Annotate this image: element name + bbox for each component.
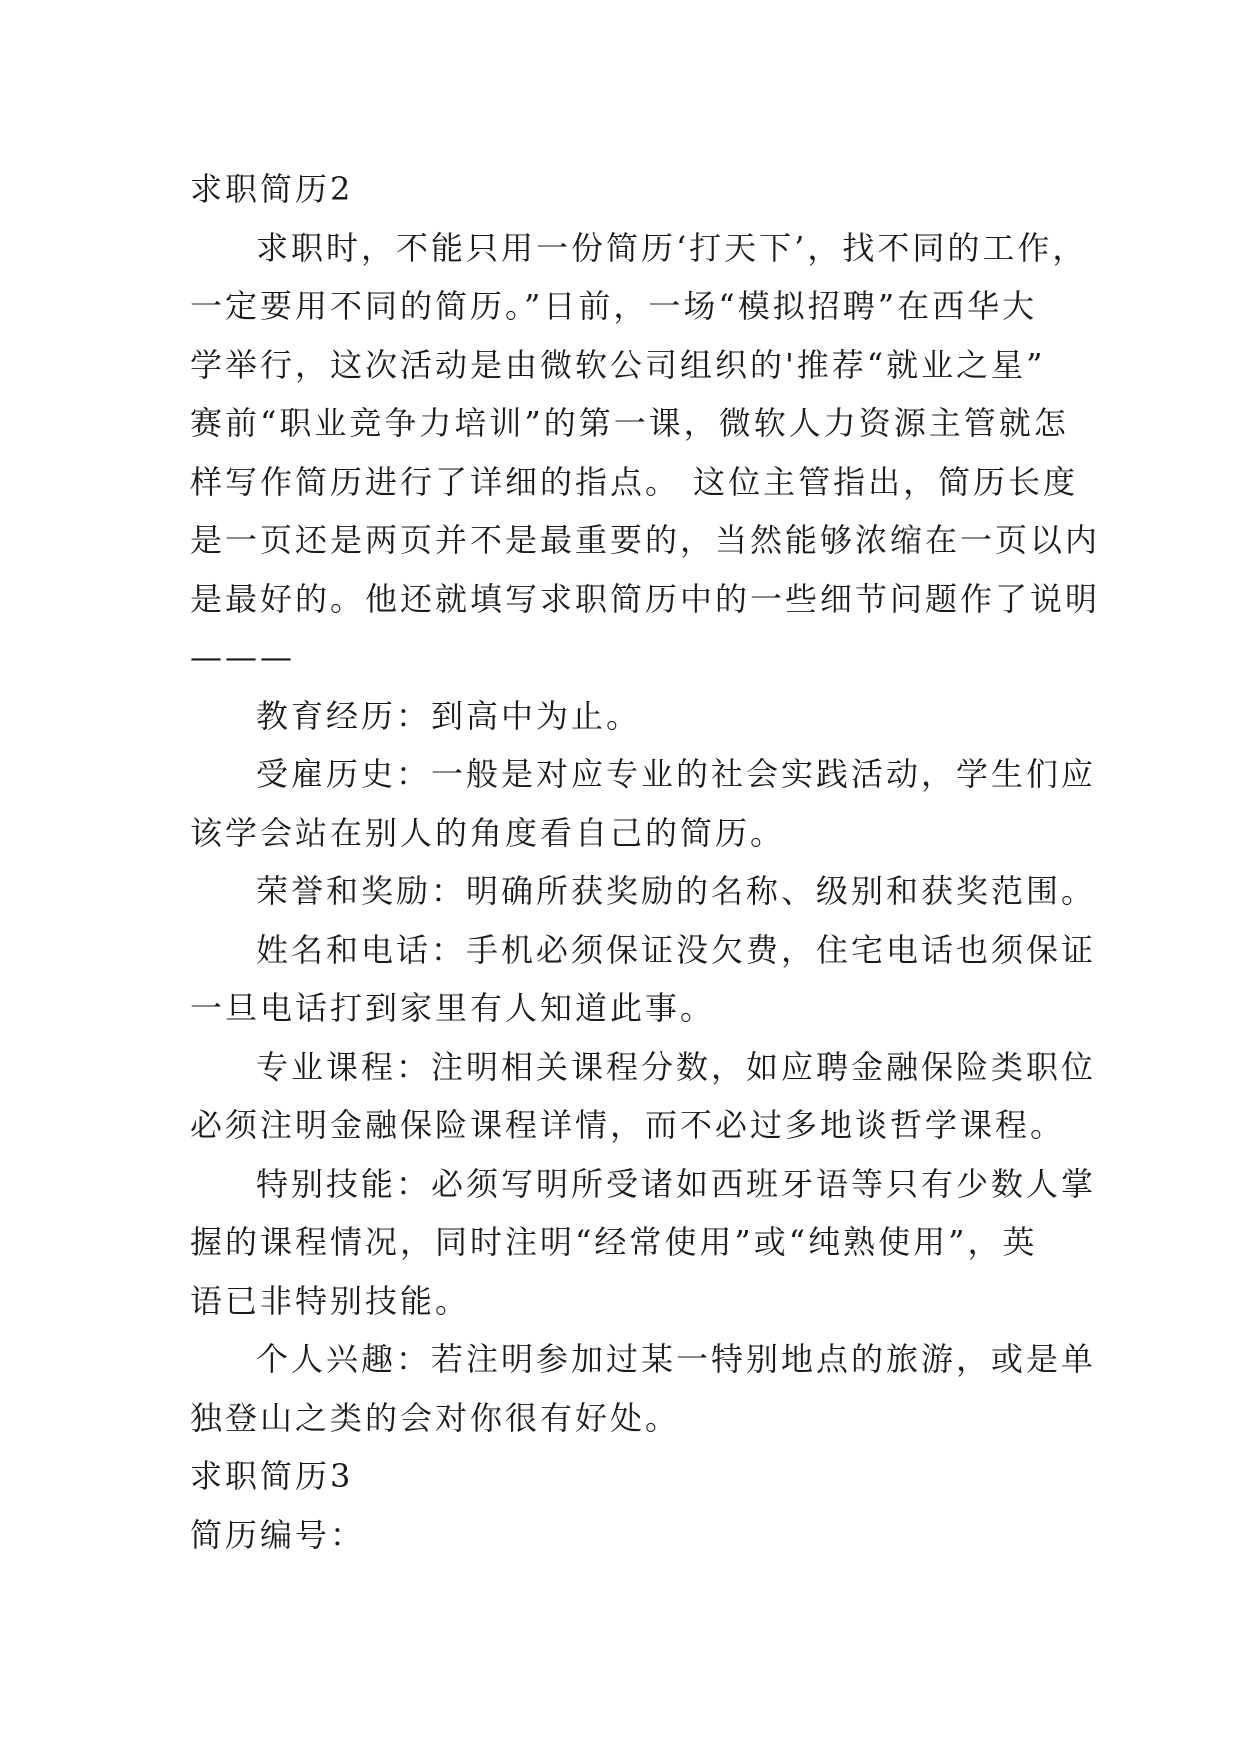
document-body [190, 160, 1101, 1564]
text-line: 求职简历2 [190, 170, 354, 208]
text-line: 语已非特别技能。 [190, 1281, 471, 1320]
text-line: 样写作简历进行了详细的指点。 这位主管指出，简历长度 [190, 462, 1079, 501]
text-line: 是一页还是两页并不是最重要的，当然能够浓缩在一页以内 [190, 521, 1101, 559]
text-line: 个人兴趣：若注明参加过某一特别地点的旅游，或是单 [256, 1340, 1097, 1378]
text-line: 独登山之类的会对你很有好处。 [190, 1398, 681, 1437]
text-line: 荣誉和奖励：明确所获奖励的名称、级别和获奖范围。 [256, 872, 1097, 910]
text-line: 求职简历3 [190, 1457, 354, 1495]
text-line: 姓名和电话：手机必须保证没欠费，住宅电话也须保证 [256, 930, 1097, 969]
text-line: 特别技能：必须写明所受诸如西班牙语等只有少数人掌 [256, 1164, 1097, 1203]
text-line: 一定要用不同的简历。”日前，一场“模拟招聘”在西华大 [190, 287, 1038, 325]
text-line: 一旦电话打到家里有人知道此事。 [190, 989, 716, 1027]
text-line: ——— [190, 638, 295, 676]
text-line: 赛前“职业竞争力培训”的第一课，微软人力资源主管就怎 [190, 404, 1069, 442]
text-line: 握的课程情况，同时注明“经常使用”或“纯熟使用”，英 [190, 1223, 1038, 1261]
text-line: 该学会站在别人的角度看自己的简历。 [190, 813, 786, 852]
text-line: 专业课程：注明相关课程分数，如应聘金融保险类职位 [256, 1047, 1097, 1086]
text-line: 学举行，这次活动是由微软公司组织的'推荐“就业之星” [190, 345, 1046, 384]
text-line: 受雇历史：一般是对应专业的社会实践活动，学生们应 [256, 755, 1097, 793]
text-line: 求职时，不能只用一份简历‘打天下’，找不同的工作， [256, 228, 1088, 267]
text-line: 必须注明金融保险课程详情，而不必过多地谈哲学课程。 [190, 1106, 1066, 1144]
text-line: 简历编号： [190, 1515, 366, 1554]
text-line: 教育经历：到高中为止。 [256, 696, 642, 735]
text-line: 是最好的。他还就填写求职简历中的一些细节问题作了说明 [190, 579, 1101, 618]
